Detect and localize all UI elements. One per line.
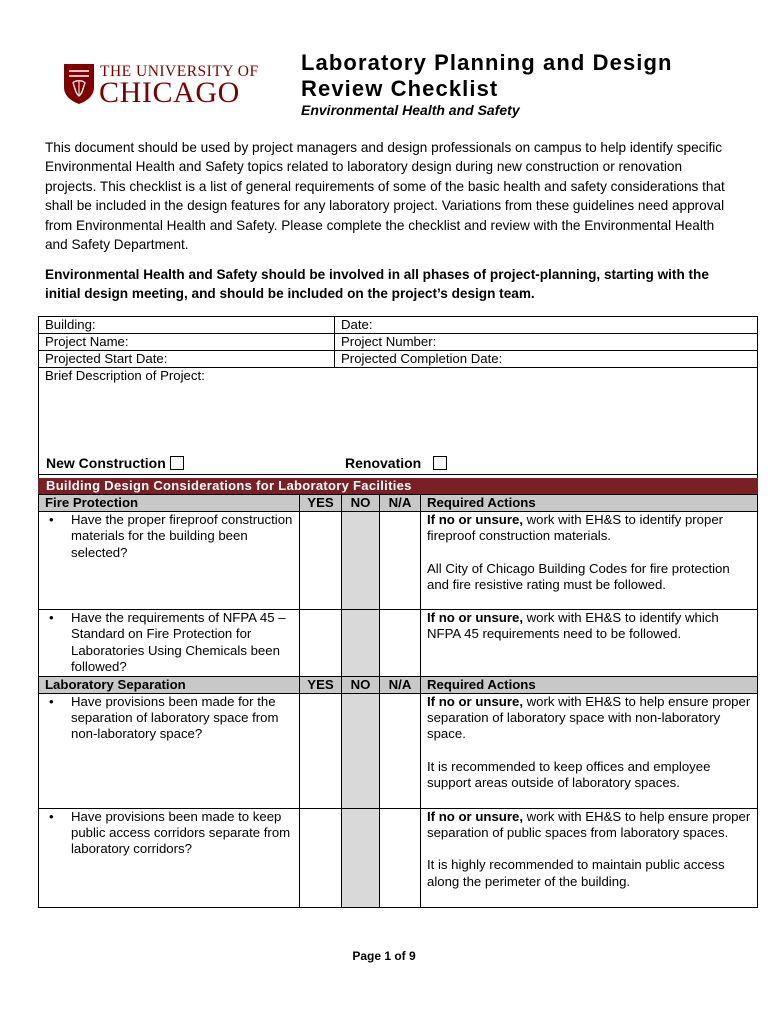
yes-cell[interactable]	[300, 693, 342, 808]
logo-line-2: CHICAGO	[99, 76, 240, 109]
university-logo	[60, 60, 270, 110]
na-cell[interactable]	[380, 693, 421, 808]
required-action: If no or unsure, work with EH&S to help ensure proper separation of public spaces from laboratory spaces. It is highly recommended to maintain public access along the perimeter of the building.	[421, 808, 758, 907]
bullet-icon: •	[49, 808, 54, 824]
page-number: Page 1 of 9	[352, 949, 416, 963]
na-cell[interactable]	[380, 610, 421, 677]
checklist-question: • Have the requirements of NFPA 45 – Standard on Fire Protection for Laboratories Using Chemicals been followed?	[39, 610, 300, 677]
actions-header: Required Actions	[421, 676, 758, 693]
na-header: N/A	[380, 495, 421, 512]
renovation-option	[345, 455, 447, 471]
no-cell[interactable]	[342, 808, 380, 907]
no-header: NO	[342, 495, 380, 512]
new-construction-option	[46, 455, 184, 471]
required-action: If no or unsure, work with EH&S to help ensure proper separation of laboratory space with non-laboratory space. It is recommended to keep offices and employee support areas outside of laboratory spaces.	[421, 693, 758, 808]
checklist-row	[39, 512, 758, 610]
project-description-field[interactable]: Brief Description of Project:	[39, 368, 758, 485]
checklist-row	[39, 693, 758, 808]
document-subtitle: Environmental Health and Safety	[301, 102, 520, 118]
no-cell[interactable]	[342, 693, 380, 808]
construction-type-row	[38, 450, 758, 475]
yes-header: YES	[300, 495, 342, 512]
na-cell[interactable]	[380, 512, 421, 610]
university-crest-icon	[63, 63, 95, 105]
no-cell[interactable]	[342, 610, 380, 677]
renovation-label: Renovation	[345, 455, 422, 471]
section-title: Laboratory Separation	[39, 676, 300, 693]
checklist-table	[38, 494, 758, 908]
bullet-icon: •	[49, 693, 54, 709]
no-header: NO	[342, 676, 380, 693]
section-header-fire-protection	[39, 495, 758, 512]
title-line-1: Laboratory Planning and Design	[301, 50, 673, 75]
yes-cell[interactable]	[300, 610, 342, 677]
na-header: N/A	[380, 676, 421, 693]
yes-cell[interactable]	[300, 512, 342, 610]
checklist-question: • Have provisions been made to keep public access corridors separate from laboratory corridors?	[39, 808, 300, 907]
section-banner: Building Design Considerations for Laboratory Facilities	[38, 478, 758, 494]
project-number-field[interactable]: Project Number:	[335, 334, 758, 351]
required-action: If no or unsure, work with EH&S to identify which NFPA 45 requirements need to be followed.	[421, 610, 758, 677]
actions-header: Required Actions	[421, 495, 758, 512]
bullet-icon: •	[49, 610, 54, 625]
start-date-field[interactable]: Projected Start Date:	[39, 351, 335, 368]
section-title: Fire Protection	[39, 495, 300, 512]
involvement-note: Environmental Health and Safety should be involved in all phases of project-planning, starting with the initial design meeting, and should be included on the project’s design team.	[45, 267, 709, 302]
building-field[interactable]: Building:	[39, 317, 335, 334]
project-name-field[interactable]: Project Name:	[39, 334, 335, 351]
completion-date-field[interactable]: Projected Completion Date:	[335, 351, 758, 368]
checklist-row	[39, 610, 758, 677]
new-construction-label: New Construction	[46, 455, 166, 471]
yes-header: YES	[300, 676, 342, 693]
checklist-question: • Have the proper fireproof construction materials for the building been selected?	[39, 512, 300, 610]
renovation-checkbox[interactable]	[433, 456, 447, 470]
bullet-icon: •	[49, 512, 54, 527]
date-field[interactable]: Date:	[335, 317, 758, 334]
checklist-question: • Have provisions been made for the separation of laboratory space from non-laboratory space?	[39, 693, 300, 808]
intro-paragraph: This document should be used by project managers and design professionals on campus to help identify specific Environmental Health and Safety topics related to laboratory design during new construction or renovation projects. This checklist is a list of general requirements of some of the basic health and safety considerations that shall be included in the design features for any laboratory project. Variations from these guidelines need approval from Environmental Health and Safety. Please complete the checklist and review with the Environmental Health and Safety Department.	[45, 140, 725, 253]
na-cell[interactable]	[380, 808, 421, 907]
new-construction-checkbox[interactable]	[170, 456, 184, 470]
document-title	[301, 50, 741, 102]
title-line-2: Review Checklist	[301, 76, 499, 101]
checklist-row	[39, 808, 758, 907]
required-action: If no or unsure, work with EH&S to identify proper fireproof construction materials. All City of Chicago Building Codes for fire protection and fire resistive rating must be followed.	[421, 512, 758, 610]
yes-cell[interactable]	[300, 808, 342, 907]
logo-line-1: THE UNIVERSITY OF	[100, 63, 259, 80]
section-header-laboratory-separation	[39, 676, 758, 693]
no-cell[interactable]	[342, 512, 380, 610]
